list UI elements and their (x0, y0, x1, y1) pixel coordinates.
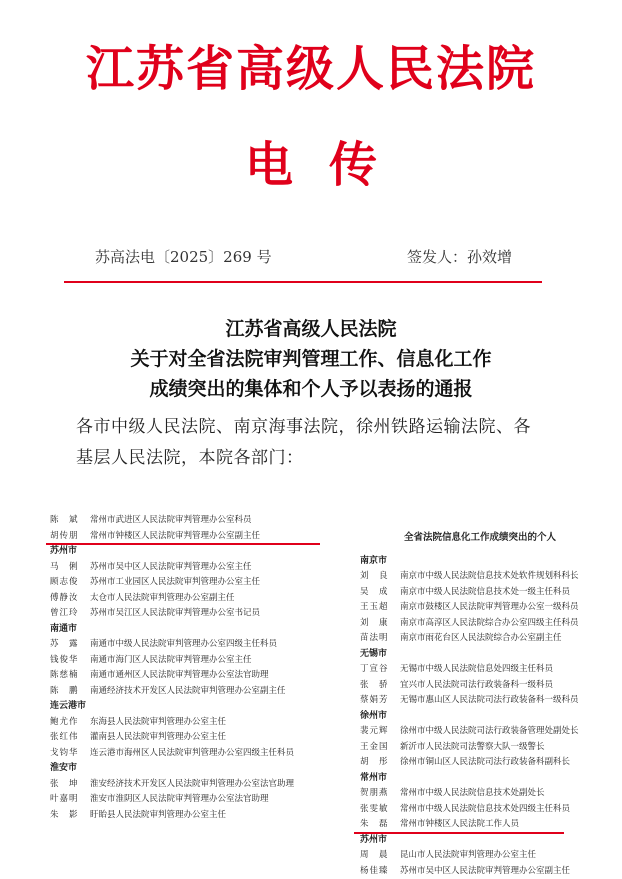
list-item (50, 715, 320, 731)
person-title: 常州市武进区人民法院审判管理办公室科员 (90, 513, 320, 529)
list-item (50, 730, 320, 746)
person-name: 王玉超 (360, 600, 400, 616)
city-heading: 无锡市 (360, 647, 600, 663)
person-title: 南通市海门区人民法院审判管理办公室主任 (90, 653, 320, 669)
person-title: 常州市钟楼区人民法院工作人员 (400, 817, 600, 833)
person-title: 徐州市中级人民法院司法行政装备管理处副处长 (400, 724, 600, 740)
person-name: 胡 彤 (360, 755, 400, 771)
list-item (360, 600, 600, 616)
person-title: 无锡市中级人民法院信息处四级主任科员 (400, 662, 600, 678)
person-name: 朱 影 (50, 808, 90, 824)
person-name: 贺朋燕 (360, 786, 400, 802)
person-title: 南京市中级人民法院信息技术处一级主任科员 (400, 585, 600, 601)
person-name: 朱 磊 (360, 817, 400, 833)
title-line-2: 关于对全省法院审判管理工作、信息化工作 (0, 344, 622, 374)
person-title: 南通经济技术开发区人民法院审判管理办公室副主任 (90, 684, 320, 700)
person-name: 张 骄 (360, 678, 400, 694)
notice-title (0, 314, 622, 404)
person-name: 叶嘉明 (50, 792, 90, 808)
person-name: 吴 成 (360, 585, 400, 601)
list-item (360, 755, 600, 771)
person-title: 常州市中级人民法院信息技术处四级主任科员 (400, 802, 600, 818)
person-title: 新沂市人民法院司法警察大队一级警长 (400, 740, 600, 756)
list-item (50, 606, 320, 622)
city-heading: 南通市 (50, 622, 320, 638)
list-item (360, 616, 600, 632)
person-name: 胡传朋 (50, 529, 90, 545)
person-title: 南京市高淳区人民法院综合办公室四级主任科员 (400, 616, 600, 632)
list-item (50, 792, 320, 808)
list-item (360, 662, 600, 678)
person-title: 常州市钟楼区人民法院审判管理办公室副主任 (90, 529, 320, 545)
list-item (360, 848, 600, 864)
signer: 签发人：孙效增 (407, 246, 512, 267)
list-item-highlighted (50, 529, 320, 545)
city-heading: 常州市 (360, 771, 600, 787)
person-name: 鲍尤作 (50, 715, 90, 731)
person-name: 苏 露 (50, 637, 90, 653)
person-title: 宜兴市人民法院司法行政装备科一级科员 (400, 678, 600, 694)
person-title: 淮安市淮阴区人民法院审判管理办公室法官助理 (90, 792, 320, 808)
person-name: 钱俊华 (50, 653, 90, 669)
title-line-1: 江苏省高级人民法院 (0, 314, 622, 344)
list-item (50, 777, 320, 793)
person-title: 苏州市吴中区人民法院审判管理办公室副主任 (400, 864, 600, 879)
list-item (360, 864, 600, 879)
masthead-title: 江苏省高级人民法院 (0, 30, 622, 99)
person-title: 昆山市人民法院审判管理办公室主任 (400, 848, 600, 864)
list-item-highlighted (360, 817, 600, 833)
person-title: 常州市中级人民法院信息技术处副处长 (400, 786, 600, 802)
person-name: 陈 斌 (50, 513, 90, 529)
red-divider-line (64, 281, 542, 283)
list-item (360, 740, 600, 756)
list-item (360, 802, 600, 818)
person-name: 刘 良 (360, 569, 400, 585)
right-list-column (360, 530, 600, 879)
list-item (50, 746, 320, 762)
list-item (360, 678, 600, 694)
person-title: 南京市中级人民法院信息技术处软件规划科科长 (400, 569, 600, 585)
list-item (360, 585, 600, 601)
right-list-title: 全省法院信息化工作成绩突出的个人 (360, 530, 600, 546)
person-name: 曾江玲 (50, 606, 90, 622)
person-name: 裴元辉 (360, 724, 400, 740)
list-item (50, 684, 320, 700)
person-title: 盱眙县人民法院审判管理办公室主任 (90, 808, 320, 824)
title-line-3: 成绩突出的集体和个人予以表扬的通报 (0, 374, 622, 404)
person-title: 南通市通州区人民法院审判管理办公室法官助理 (90, 668, 320, 684)
person-title: 灌南县人民法院审判管理办公室主任 (90, 730, 320, 746)
person-title: 无锡市惠山区人民法院司法行政装备科一级科员 (400, 693, 600, 709)
city-heading: 连云港市 (50, 699, 320, 715)
list-item (50, 653, 320, 669)
list-item (360, 631, 600, 647)
person-title: 太仓市人民法院审判管理办公室副主任 (90, 591, 320, 607)
list-item (360, 569, 600, 585)
person-name: 刘 康 (360, 616, 400, 632)
list-item (360, 693, 600, 709)
person-name: 张雯敏 (360, 802, 400, 818)
person-title: 苏州市吴江区人民法院审判管理办公室书记员 (90, 606, 320, 622)
document-type: 电传 (0, 126, 622, 195)
list-item (50, 808, 320, 824)
person-title: 连云港市海州区人民法院审判管理办公室四级主任科员 (90, 746, 320, 762)
recipients-paragraph: 各市中级人民法院、南京海事法院，徐州铁路运输法院、各基层人民法院，本院各部门： (76, 412, 546, 474)
city-heading: 南京市 (360, 554, 600, 570)
person-name: 张红伟 (50, 730, 90, 746)
person-name: 蔡娟芳 (360, 693, 400, 709)
person-name: 丁宣谷 (360, 662, 400, 678)
person-name: 苗法明 (360, 631, 400, 647)
person-name: 傅静汝 (50, 591, 90, 607)
person-title: 苏州市工业园区人民法院审判管理办公室主任 (90, 575, 320, 591)
person-title: 徐州市铜山区人民法院司法行政装备科副科长 (400, 755, 600, 771)
person-name: 张 坤 (50, 777, 90, 793)
list-item (50, 560, 320, 576)
person-title: 淮安经济技术开发区人民法院审判管理办公室法官助理 (90, 777, 320, 793)
person-name: 马 俐 (50, 560, 90, 576)
person-name: 顾志俊 (50, 575, 90, 591)
person-title: 南通市中级人民法院审判管理办公室四级主任科员 (90, 637, 320, 653)
person-title: 苏州市吴中区人民法院审判管理办公室主任 (90, 560, 320, 576)
person-name: 王金国 (360, 740, 400, 756)
document-number: 苏高法电〔2025〕269 号 (95, 246, 272, 267)
right-list-body (360, 554, 600, 879)
city-heading: 淮安市 (50, 761, 320, 777)
list-item (360, 786, 600, 802)
person-name: 陈慈楠 (50, 668, 90, 684)
list-item (50, 575, 320, 591)
person-name: 周 晨 (360, 848, 400, 864)
left-list-column (50, 513, 320, 823)
person-title: 东海县人民法院审判管理办公室主任 (90, 715, 320, 731)
list-item (50, 637, 320, 653)
person-title: 南京市鼓楼区人民法院审判管理办公室一级科员 (400, 600, 600, 616)
list-item (360, 724, 600, 740)
person-name: 戈钧华 (50, 746, 90, 762)
city-heading: 苏州市 (50, 544, 320, 560)
city-heading: 苏州市 (360, 833, 600, 849)
list-item (50, 668, 320, 684)
city-heading: 徐州市 (360, 709, 600, 725)
person-title: 南京市雨花台区人民法院综合办公室副主任 (400, 631, 600, 647)
list-item (50, 513, 320, 529)
person-name: 陈 鹏 (50, 684, 90, 700)
list-item (50, 591, 320, 607)
person-name: 杨佳臻 (360, 864, 400, 879)
